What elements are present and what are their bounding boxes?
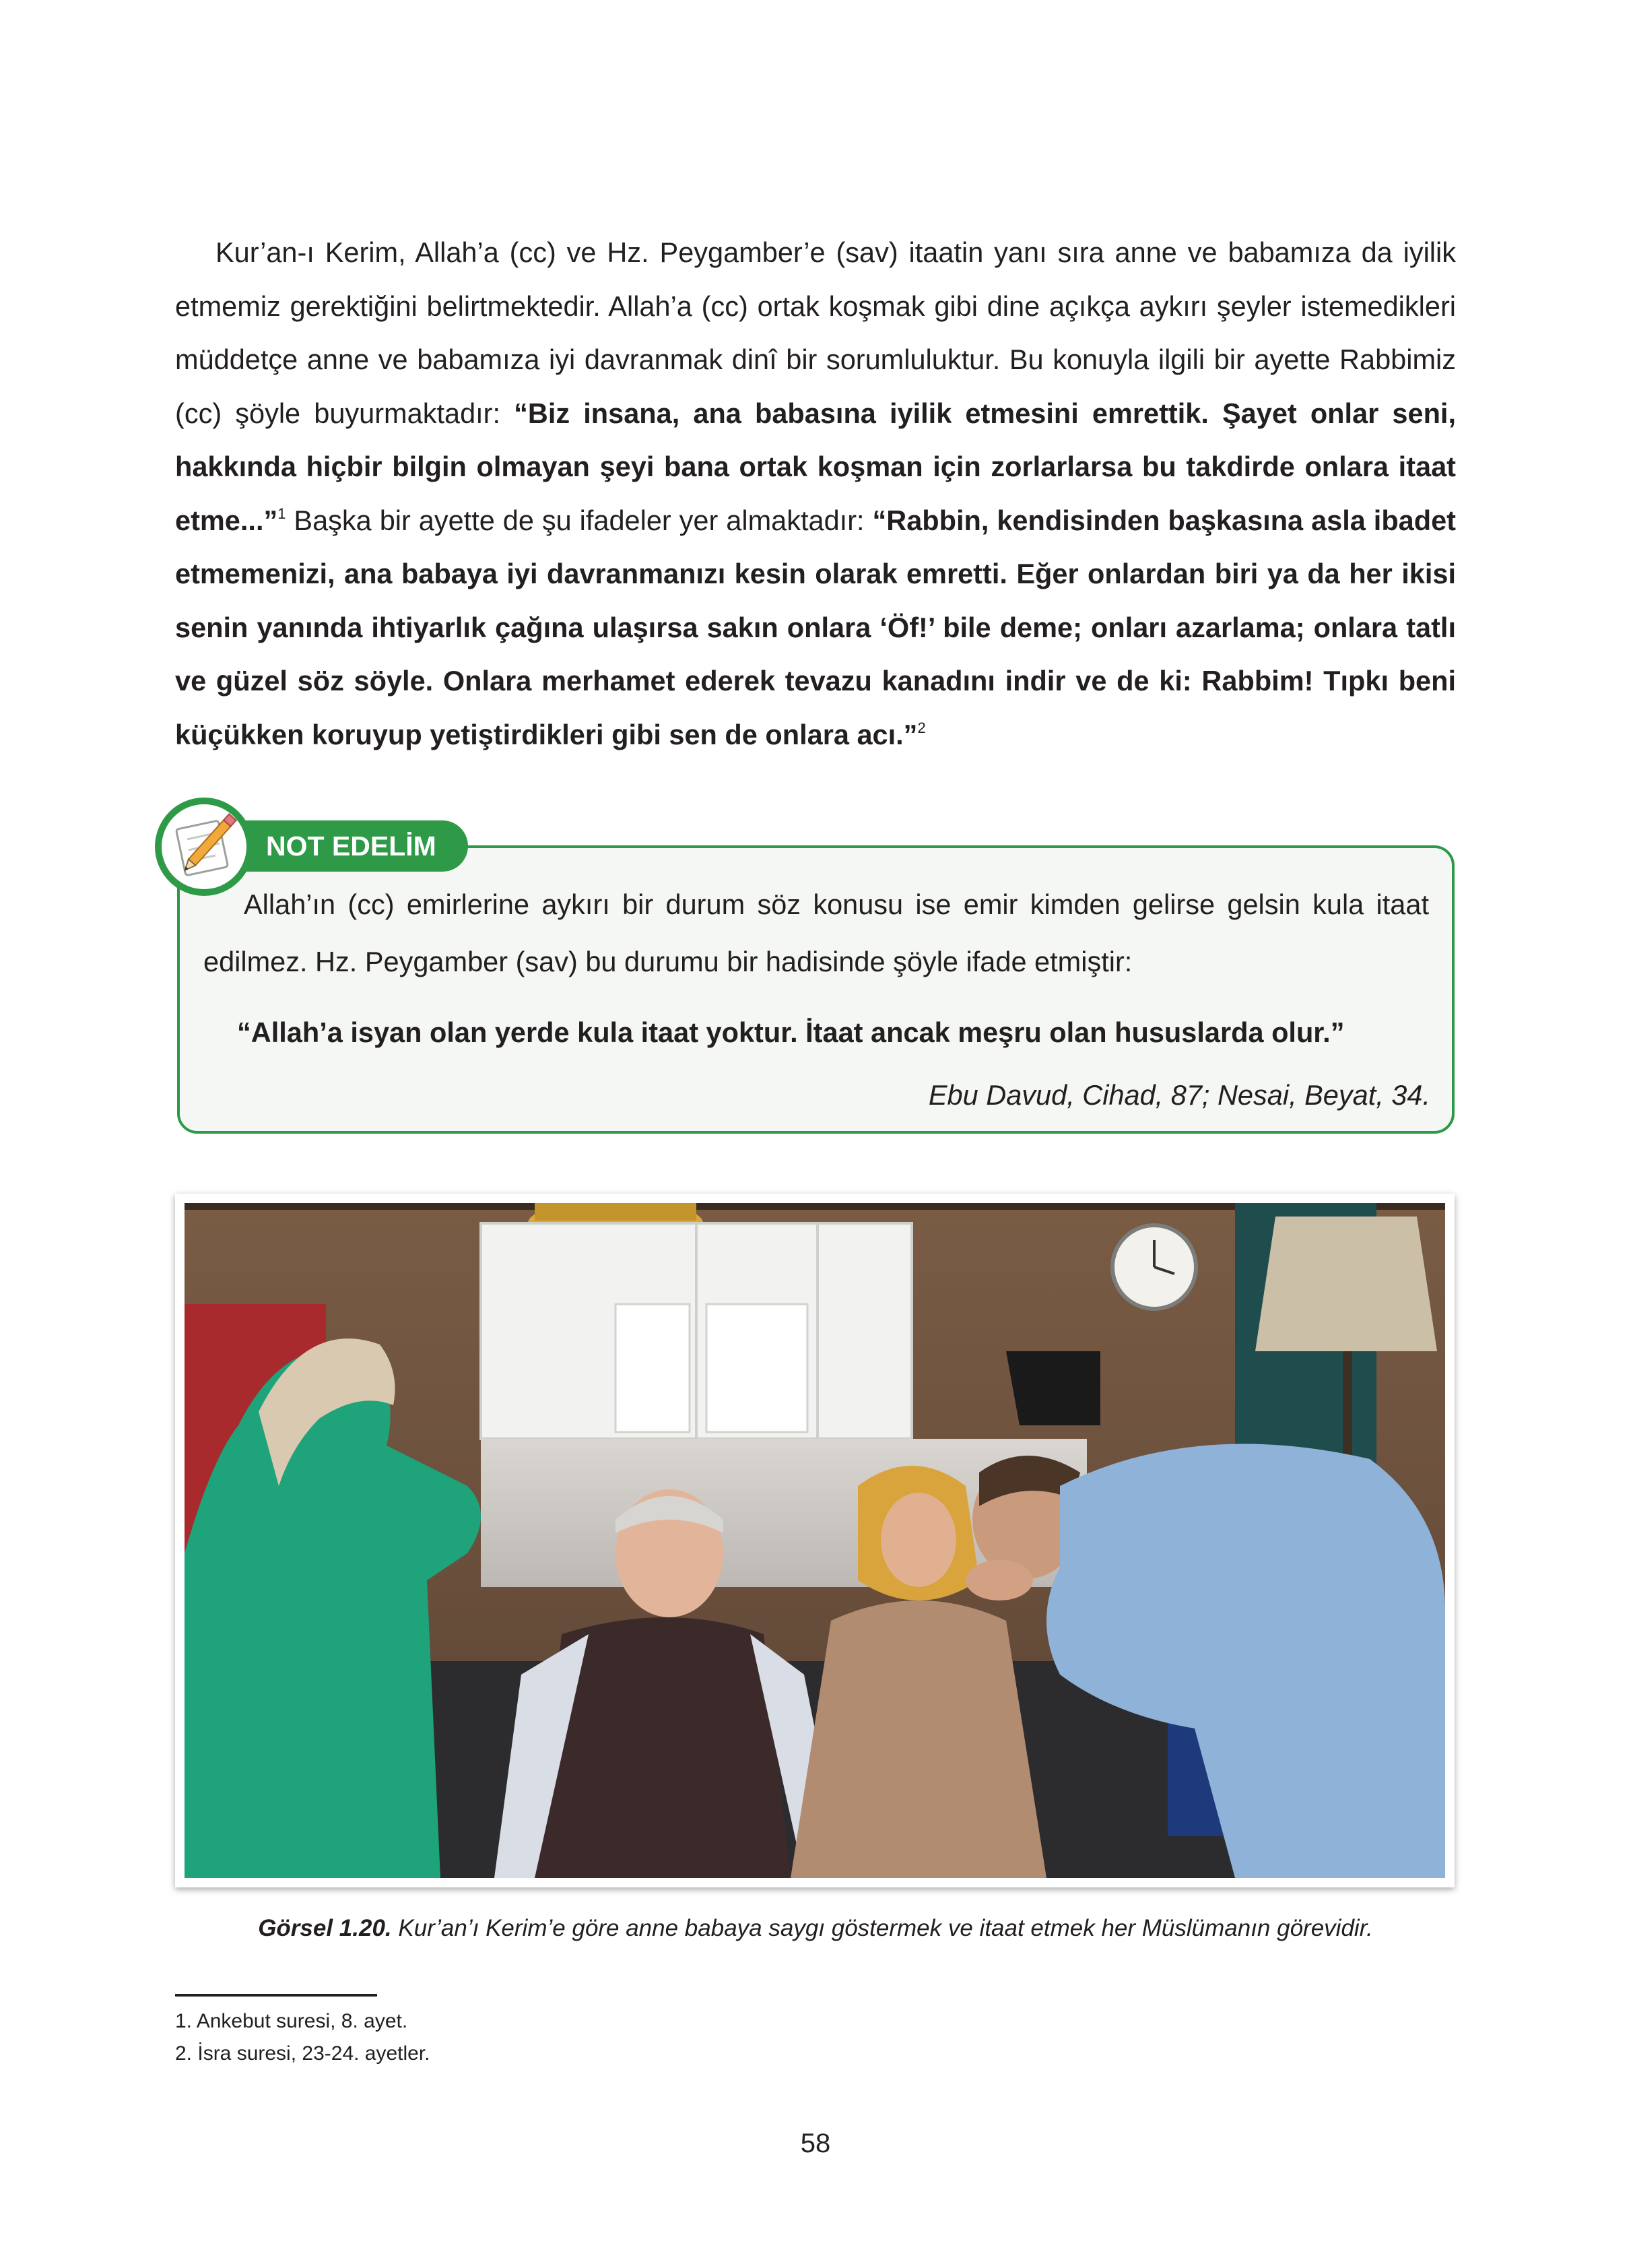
hadith-source: Ebu Davud, Cihad, 87; Nesai, Beyat, 34.	[928, 1079, 1430, 1111]
note-title: NOT EDELİM	[246, 820, 468, 872]
figure-caption	[0, 1912, 1631, 1945]
footnote-ref-1[interactable]: 1	[277, 505, 286, 522]
family-photo	[185, 1203, 1445, 1878]
paragraph-text-1: Kur’an-ı Kerim, Allah’a (cc) ve Hz. Peygamber’e (sav) itaatin yanı sıra anne ve babamıza da iyilik etmemiz gerektiğini belirtmektedir. Allah’a (cc) ortak koşmak gibi dine açıkça aykırı şeyler istemedikleri müddetçe anne ve babamıza iyi davranmak dinî bir sorumluluktur. Bu konuyla ilgili bir ayette Rabbimiz (cc) şöyle buyurmaktadır:	[175, 236, 1456, 429]
footnote-2: 2. İsra suresi, 23-24. ayetler.	[175, 2042, 430, 2065]
figure-caption-text: Kur’an’ı Kerim’e göre anne babaya saygı göstermek ve itaat etmek her Müslümanın görevidir.	[391, 1915, 1373, 1941]
page-number: 58	[800, 2129, 831, 2158]
paragraph-text-2: Başka bir ayette de şu ifadeler yer almaktadır:	[286, 504, 873, 536]
footnotes	[175, 2005, 430, 2070]
figure-label: Görsel 1.20.	[258, 1915, 392, 1941]
footnote-ref-2[interactable]: 2	[917, 719, 926, 736]
footnote-1: 1. Ankebut suresi, 8. ayet.	[175, 2010, 408, 2032]
body-paragraph	[175, 226, 1456, 761]
ayah-quote-1: “Biz insana, ana babasına iyilik etmesini emrettik. Şayet onlar seni, hakkında hiçbir bilgin olmayan şeyi bana ortak koşman için zorlarlarsa bu takdirde onlara itaat etme...”	[175, 397, 1456, 536]
footnote-divider	[175, 1994, 377, 1997]
hadith-quote: “Allah’a isyan olan yerde kula itaat yoktur. İtaat ancak meşru olan hususlarda olur.”	[237, 1016, 1345, 1048]
note-body: Allah’ın (cc) emirlerine aykırı bir durum söz konusu ise emir kimden gelirse gelsin kula itaat edilmez. Hz. Peygamber (sav) bu durumu bir hadisinde şöyle ifade etmiştir:	[203, 888, 1429, 977]
figure-frame	[175, 1194, 1455, 1887]
ayah-quote-2: “Rabbin, kendisinden başkasına asla ibadet etmemenizi, ana babaya iyi davranmanızı kesin olarak emretti. Eğer onlardan biri ya da her ikisi senin yanında ihtiyarlık çağına ulaşırsa sakın onlara ‘Öf!’ bile deme; onları azarlama; onlara tatlı ve güzel söz söyle. Onlara merhamet ederek tevazu kanadını indir ve de ki: Rabbim! Tıpkı beni küçükken koruyup yetiştirdikleri gibi sen de onlara acı.”	[175, 504, 1456, 750]
note-text	[203, 876, 1429, 990]
